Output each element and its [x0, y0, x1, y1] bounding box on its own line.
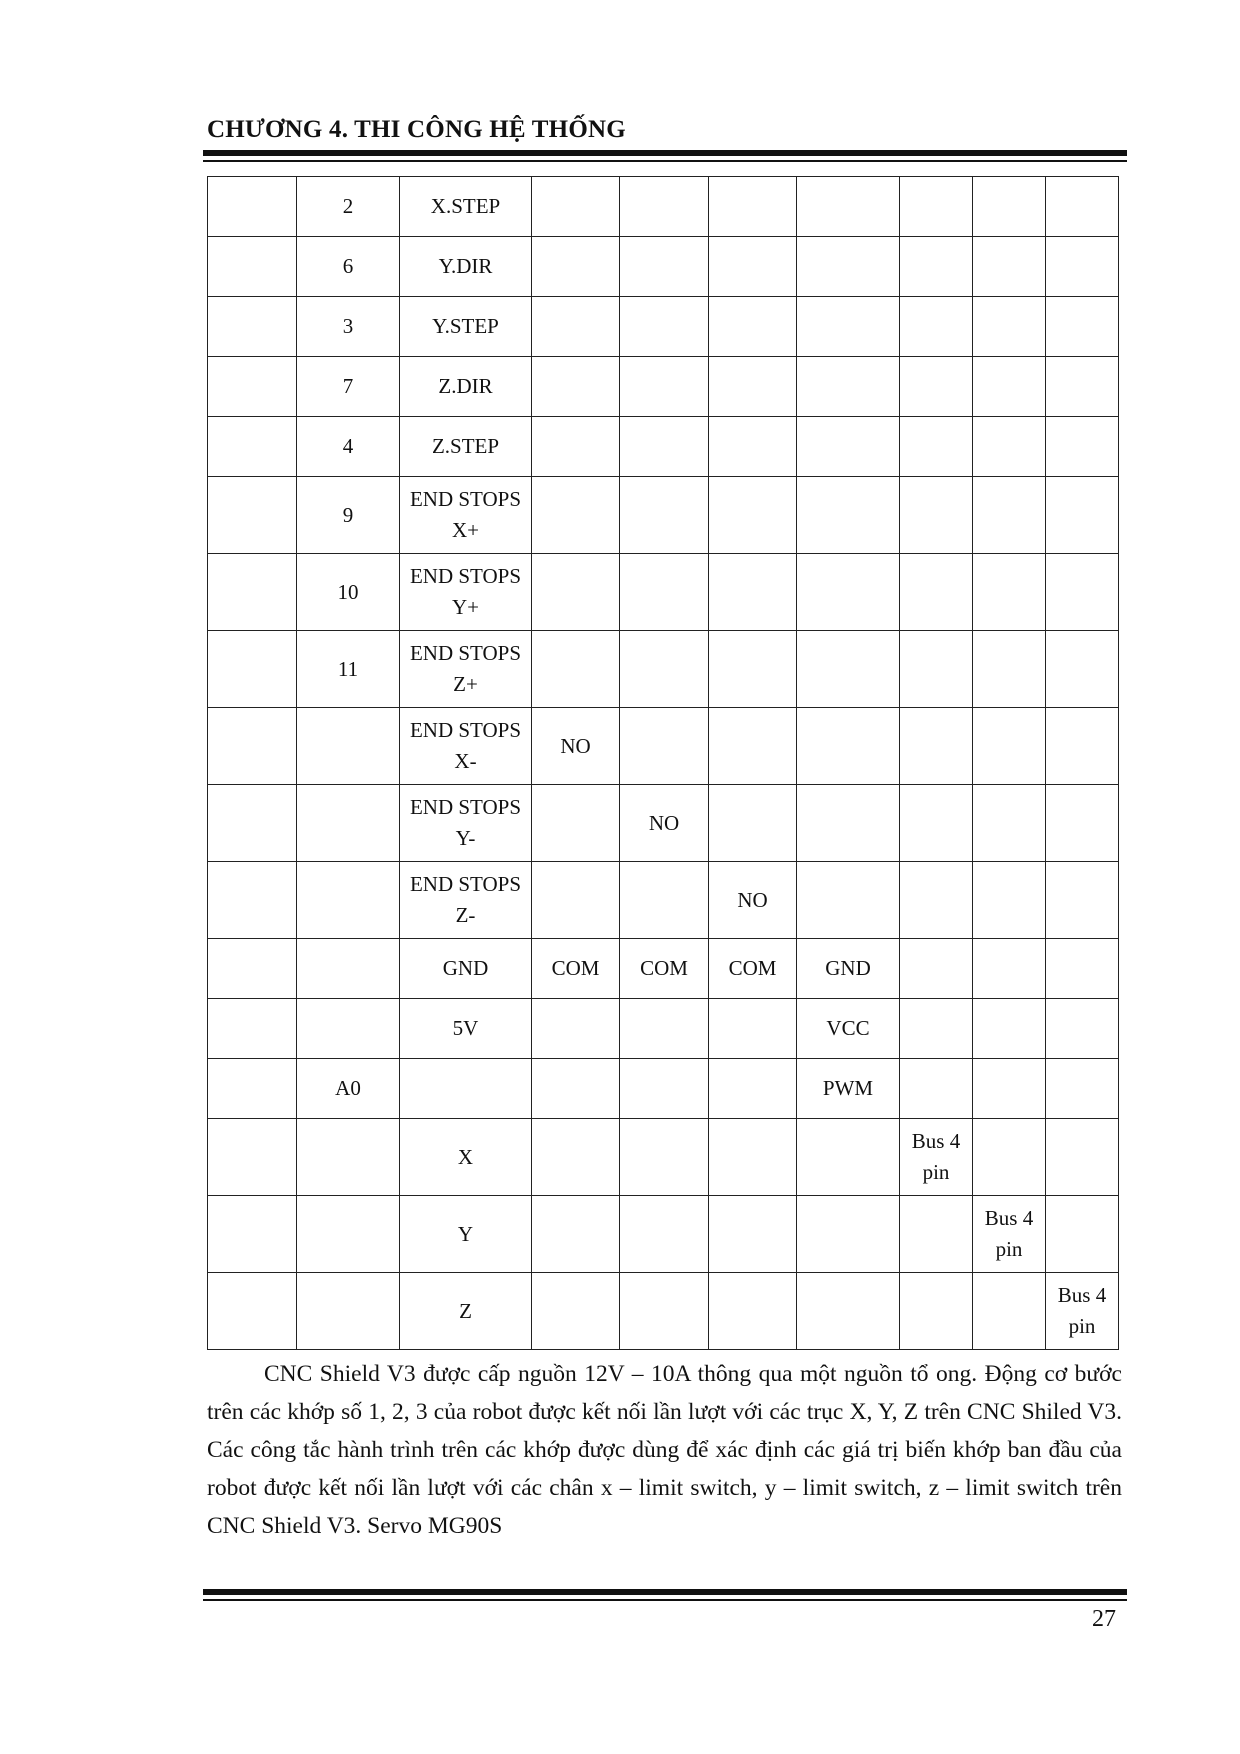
table-cell	[797, 785, 900, 862]
table-cell: X.STEP	[400, 177, 532, 237]
table-cell	[208, 785, 297, 862]
body-paragraph: CNC Shield V3 được cấp nguồn 12V – 10A thông qua một nguồn tổ ong. Động cơ bước trên các khớp số 1, 2, 3 của robot được kết nối lần lượt với các trục X, Y, Z trên CNC Shiled V3. Các công tắc hành trình trên các khớp được dùng để xác định các giá trị biến khớp ban đầu của robot được kết nối lần lượt với các chân x – limit switch, y – limit switch, z – limit switch trên CNC Shield V3. Servo MG90S	[207, 1361, 1122, 1539]
table-cell	[973, 862, 1046, 939]
table-cell	[208, 177, 297, 237]
table-cell	[532, 1273, 620, 1350]
table-cell	[297, 939, 400, 999]
table-cell	[208, 1196, 297, 1273]
table-cell	[620, 237, 709, 297]
table-cell	[797, 417, 900, 477]
table-cell: 4	[297, 417, 400, 477]
table-cell	[208, 708, 297, 785]
table-cell: END STOPS Y+	[400, 554, 532, 631]
table-cell	[900, 177, 973, 237]
table-cell	[620, 862, 709, 939]
table-cell	[208, 237, 297, 297]
table-cell	[297, 1119, 400, 1196]
table-cell	[297, 1273, 400, 1350]
table-cell	[709, 1059, 797, 1119]
table-cell: PWM	[797, 1059, 900, 1119]
table-cell: END STOPS Z+	[400, 631, 532, 708]
table-cell	[973, 631, 1046, 708]
table-cell: COM	[709, 939, 797, 999]
table-cell	[900, 999, 973, 1059]
table-cell	[532, 1059, 620, 1119]
table-cell	[1046, 477, 1119, 554]
table-cell	[208, 477, 297, 554]
table-cell	[1046, 631, 1119, 708]
table-row	[208, 177, 1119, 237]
table-cell	[797, 631, 900, 708]
table-cell	[532, 1196, 620, 1273]
table-cell	[620, 297, 709, 357]
table-cell: COM	[620, 939, 709, 999]
table-cell	[900, 237, 973, 297]
table-row	[208, 1196, 1119, 1273]
table-cell	[1046, 237, 1119, 297]
table-body	[208, 177, 1119, 1350]
table-cell: X	[400, 1119, 532, 1196]
header-rule-thin	[203, 160, 1127, 162]
table-cell: 11	[297, 631, 400, 708]
table-row	[208, 1119, 1119, 1196]
table-cell	[532, 177, 620, 237]
table-cell: 6	[297, 237, 400, 297]
table-cell	[1046, 1196, 1119, 1273]
table-cell	[532, 554, 620, 631]
table-row	[208, 477, 1119, 554]
table-cell: A0	[297, 1059, 400, 1119]
table-cell	[208, 939, 297, 999]
table-cell	[797, 862, 900, 939]
pin-connection-table	[207, 176, 1119, 1350]
table-cell	[973, 1119, 1046, 1196]
table-cell	[1046, 785, 1119, 862]
table-cell	[900, 1196, 973, 1273]
table-cell	[208, 631, 297, 708]
table-cell: Z	[400, 1273, 532, 1350]
table-cell	[620, 554, 709, 631]
table-cell	[532, 785, 620, 862]
table-cell: Z.DIR	[400, 357, 532, 417]
table-cell	[620, 631, 709, 708]
table-cell	[620, 417, 709, 477]
table-cell	[797, 1119, 900, 1196]
table-cell	[973, 297, 1046, 357]
table-cell	[900, 417, 973, 477]
table-cell	[1046, 357, 1119, 417]
table-cell	[532, 417, 620, 477]
table-cell	[297, 1196, 400, 1273]
table-row	[208, 785, 1119, 862]
table-cell	[709, 417, 797, 477]
table-cell	[900, 631, 973, 708]
table-cell	[709, 999, 797, 1059]
table-cell	[208, 1059, 297, 1119]
table-cell	[208, 297, 297, 357]
table-cell	[532, 999, 620, 1059]
table-cell	[797, 177, 900, 237]
table-cell	[1046, 939, 1119, 999]
table-cell	[1046, 554, 1119, 631]
table-cell	[297, 785, 400, 862]
table-cell	[1046, 862, 1119, 939]
table-row	[208, 939, 1119, 999]
table-cell	[620, 477, 709, 554]
table-cell	[620, 177, 709, 237]
table-cell	[532, 862, 620, 939]
table-cell	[973, 237, 1046, 297]
table-cell	[1046, 417, 1119, 477]
table-cell: 5V	[400, 999, 532, 1059]
table-row	[208, 357, 1119, 417]
table-cell	[297, 999, 400, 1059]
table-cell	[709, 237, 797, 297]
table-row	[208, 999, 1119, 1059]
table-cell: 7	[297, 357, 400, 417]
table-cell	[1046, 1119, 1119, 1196]
table-cell	[973, 477, 1046, 554]
table-cell	[620, 357, 709, 417]
table-cell	[973, 177, 1046, 237]
chapter-title: CHƯƠNG 4. THI CÔNG HỆ THỐNG	[207, 116, 626, 143]
table-row	[208, 631, 1119, 708]
table-cell	[709, 554, 797, 631]
table-cell: Bus 4 pin	[900, 1119, 973, 1196]
page-number: 27	[1092, 1606, 1116, 1632]
table-cell	[709, 477, 797, 554]
table-cell: NO	[709, 862, 797, 939]
table-cell: COM	[532, 939, 620, 999]
table-cell	[532, 477, 620, 554]
table-cell	[797, 1196, 900, 1273]
table-cell	[973, 785, 1046, 862]
table-cell	[797, 297, 900, 357]
table-cell	[797, 357, 900, 417]
table-cell	[709, 297, 797, 357]
table-cell	[709, 177, 797, 237]
table-cell	[620, 1273, 709, 1350]
table-cell	[208, 554, 297, 631]
table-cell	[297, 708, 400, 785]
table-cell	[709, 785, 797, 862]
table-cell: NO	[620, 785, 709, 862]
table-cell	[797, 708, 900, 785]
table-cell	[532, 1119, 620, 1196]
table-cell	[900, 554, 973, 631]
table-cell	[620, 708, 709, 785]
table-cell	[797, 237, 900, 297]
table-cell	[709, 631, 797, 708]
table-cell	[973, 357, 1046, 417]
table-cell	[620, 1119, 709, 1196]
table-row	[208, 237, 1119, 297]
table-cell	[900, 862, 973, 939]
table-cell	[900, 357, 973, 417]
table-cell	[620, 1196, 709, 1273]
table-cell: END STOPS X-	[400, 708, 532, 785]
table-cell: 10	[297, 554, 400, 631]
table-cell	[532, 357, 620, 417]
table-cell	[1046, 999, 1119, 1059]
table-cell	[973, 999, 1046, 1059]
footer-rule	[203, 1589, 1127, 1595]
table-cell	[797, 1273, 900, 1350]
table-cell	[532, 631, 620, 708]
table-cell	[900, 708, 973, 785]
table-cell: Y.STEP	[400, 297, 532, 357]
table-cell	[973, 554, 1046, 631]
table-cell	[797, 477, 900, 554]
table-cell	[709, 1119, 797, 1196]
table-cell	[900, 1059, 973, 1119]
table-cell	[709, 708, 797, 785]
table-cell: VCC	[797, 999, 900, 1059]
table-cell	[208, 862, 297, 939]
table-cell: 9	[297, 477, 400, 554]
table-cell: END STOPS Z-	[400, 862, 532, 939]
table-row	[208, 417, 1119, 477]
table-cell: Y	[400, 1196, 532, 1273]
table-cell: Z.STEP	[400, 417, 532, 477]
table-cell	[900, 297, 973, 357]
header-rule	[203, 150, 1127, 156]
table-cell	[620, 1059, 709, 1119]
table-cell: GND	[797, 939, 900, 999]
table-cell: 2	[297, 177, 400, 237]
table-cell	[208, 357, 297, 417]
table-cell: NO	[532, 708, 620, 785]
table-cell	[620, 999, 709, 1059]
table-cell	[297, 862, 400, 939]
table-cell: END STOPS Y-	[400, 785, 532, 862]
table-row	[208, 1059, 1119, 1119]
table-cell: Y.DIR	[400, 237, 532, 297]
table-row	[208, 297, 1119, 357]
table-cell	[532, 237, 620, 297]
table-cell: 3	[297, 297, 400, 357]
footer-rule-thin	[203, 1599, 1127, 1601]
table-cell	[208, 999, 297, 1059]
table-cell	[208, 417, 297, 477]
table-cell	[973, 417, 1046, 477]
table-row	[208, 1273, 1119, 1350]
table-cell	[1046, 297, 1119, 357]
table-row	[208, 554, 1119, 631]
table-cell	[1046, 708, 1119, 785]
table-cell: Bus 4 pin	[973, 1196, 1046, 1273]
table-cell	[973, 708, 1046, 785]
table-cell	[973, 1059, 1046, 1119]
table-row	[208, 708, 1119, 785]
table-cell	[709, 1196, 797, 1273]
table-cell	[797, 554, 900, 631]
table-cell	[900, 477, 973, 554]
table-cell	[1046, 177, 1119, 237]
table-cell	[400, 1059, 532, 1119]
table-cell: END STOPS X+	[400, 477, 532, 554]
table-cell: GND	[400, 939, 532, 999]
table-cell	[1046, 1059, 1119, 1119]
table-cell	[900, 1273, 973, 1350]
table-cell	[973, 1273, 1046, 1350]
table-cell	[532, 297, 620, 357]
table-cell	[208, 1273, 297, 1350]
table-cell	[208, 1119, 297, 1196]
table-cell	[900, 785, 973, 862]
table-cell	[709, 1273, 797, 1350]
table-cell: Bus 4 pin	[1046, 1273, 1119, 1350]
table-cell	[900, 939, 973, 999]
table-cell	[709, 357, 797, 417]
table-cell	[973, 939, 1046, 999]
table-row	[208, 862, 1119, 939]
